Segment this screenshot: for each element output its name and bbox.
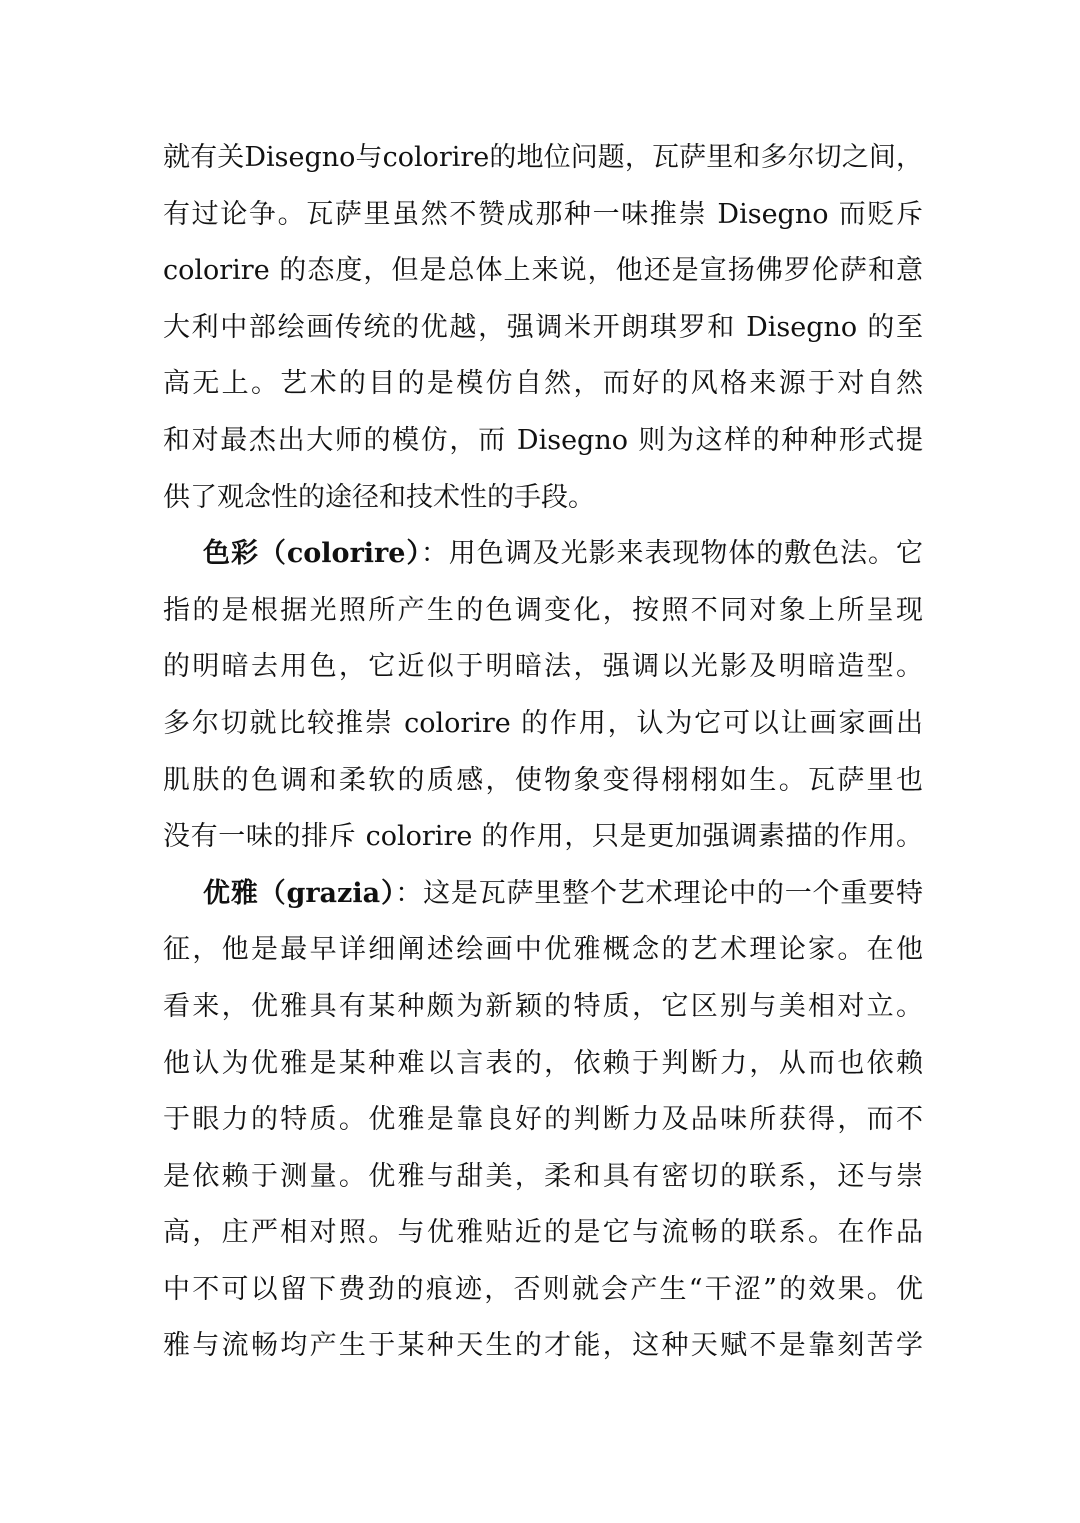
text-line: 的明暗去用色，它近似于明暗法，强调以光影及明暗造型。 bbox=[163, 651, 923, 683]
term-definition-start: ：这是瓦萨里整个艺术理论中的一个重要特 bbox=[395, 877, 923, 909]
text-line: 雅与流畅均产生于某种天生的才能，这种天赋不是靠刻苦学 bbox=[163, 1330, 923, 1362]
text-line: 征，他是最早详细阐述绘画中优雅概念的艺术理论家。在他 bbox=[163, 934, 923, 966]
term-grazia: 优雅（grazia） bbox=[203, 877, 396, 909]
text-line: 看来，优雅具有某种颇为新颖的特质，它区别与美相对立。 bbox=[163, 990, 923, 1022]
text-line: 就有关Disegno与colorire的地位问题，瓦萨里和多尔切之间， bbox=[163, 142, 923, 173]
text-line: 和对最杰出大师的模仿，而 Disegno 则为这样的种种形式提 bbox=[163, 424, 923, 456]
text-line: colorire 的态度，但是总体上来说，他还是宣扬佛罗伦萨和意 bbox=[163, 255, 923, 287]
text-line: 没有一味的排斥 colorire 的作用，只是更加强调素描的作用。 bbox=[163, 821, 923, 853]
term-definition-start: ：用色调及光影来表现物体的敷色法。它 bbox=[420, 538, 923, 570]
text-line: 肌肤的色调和柔软的质感，使物象变得栩栩如生。瓦萨里也 bbox=[163, 764, 923, 796]
text-line: 他认为优雅是某种难以言表的，依赖于判断力，从而也依赖 bbox=[163, 1047, 923, 1079]
body-text bbox=[163, 130, 923, 1375]
text-line: 多尔切就比较推崇 colorire 的作用，认为它可以让画家画出 bbox=[163, 707, 923, 739]
text-line: 有过论争。瓦萨里虽然不赞成那种一味推崇 Disegno 而贬斥 bbox=[163, 198, 923, 230]
term-line bbox=[163, 866, 923, 923]
text-line: 高，庄严相对照。与优雅贴近的是它与流畅的联系。在作品 bbox=[163, 1217, 923, 1249]
text-line: 高无上。艺术的目的是模仿自然，而好的风格来源于对自然 bbox=[163, 368, 923, 400]
text-line: 供了观念性的途径和技术性的手段。 bbox=[163, 481, 595, 513]
text-line: 大利中部绘画传统的优越，强调米开朗琪罗和 Disegno 的至 bbox=[163, 311, 923, 343]
term-line bbox=[163, 526, 923, 583]
term-colorire: 色彩（colorire） bbox=[203, 538, 421, 570]
text-line: 指的是根据光照所产生的色调变化，按照不同对象上所呈现 bbox=[163, 594, 923, 626]
text-line: 中不可以留下费劲的痕迹，否则就会产生“干涩”的效果。优 bbox=[163, 1273, 923, 1305]
text-line: 是依赖于测量。优雅与甜美，柔和具有密切的联系，还与崇 bbox=[163, 1160, 923, 1192]
text-line: 于眼力的特质。优雅是靠良好的判断力及品味所获得，而不 bbox=[163, 1104, 923, 1136]
